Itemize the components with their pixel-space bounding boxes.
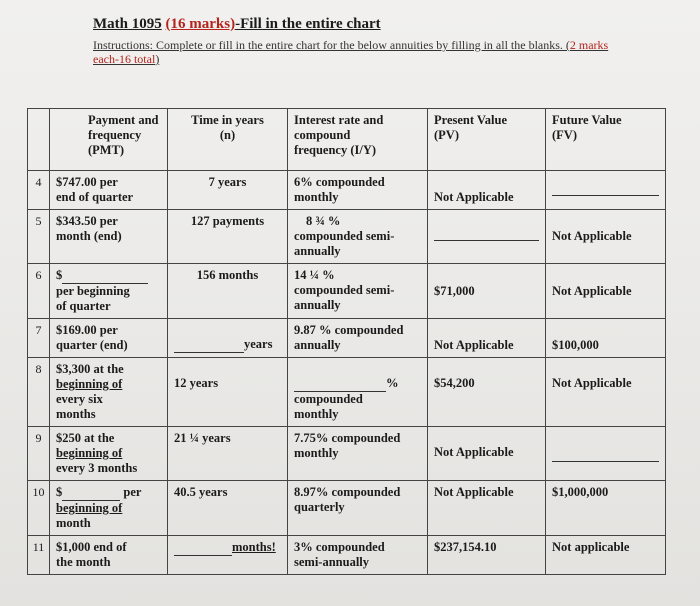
table-row: 6 $ per beginning of quarter 156 months 14 ¼ % compounded semi- annually $71,000 Not Applicable — [28, 264, 666, 319]
time-blank[interactable]: years — [168, 319, 288, 358]
row-number: 11 — [28, 536, 50, 575]
pmt-blank[interactable]: $ per — [56, 485, 142, 499]
header-row — [28, 109, 666, 171]
row-number: 5 — [28, 210, 50, 264]
table-row: 11 $1,000 end of the month months! 3% compounded semi-annually $237,154.10 Not applicable — [28, 536, 666, 575]
time-blank[interactable]: months! — [168, 536, 288, 575]
table-row: 4 $747.00 per end of quarter 7 years 6% compounded monthly Not Applicable — [28, 171, 666, 210]
row-number: 8 — [28, 358, 50, 427]
table-row: 5 $343.50 per month (end) 127 payments 8 ¾ % compounded semi- annually Not Applicable — [28, 210, 666, 264]
fv-blank[interactable] — [546, 427, 666, 481]
pv-blank[interactable] — [428, 210, 546, 264]
annuity-chart — [27, 108, 666, 575]
instructions: Instructions: Complete or fill in the entire chart for the below annuities by filling in all the blanks. (2 marks each-16 total) — [93, 38, 609, 66]
table-row: 8 $3,300 at the beginning of every six months 12 years % compounded monthly $54,200 Not Applicable — [28, 358, 666, 427]
page-title: Math 1095 (16 marks)-Fill in the entire chart — [93, 16, 381, 32]
row-number: 4 — [28, 171, 50, 210]
table-row: 9 $250 at the beginning of every 3 months 21 ¼ years 7.75% compounded monthly Not Applicable — [28, 427, 666, 481]
row-number: 7 — [28, 319, 50, 358]
rate-blank[interactable]: % — [294, 376, 421, 392]
col-header-fv: Future Value (FV) — [546, 109, 666, 171]
col-header-pv: Present Value (PV) — [428, 109, 546, 171]
col-header-rate: Interest rate and compound frequency (I/Y) — [288, 109, 428, 171]
table-row: 10 $ per beginning of month 40.5 years 8.97% compounded quarterly Not Applicable $1,000,000 — [28, 481, 666, 536]
col-header-time: Time in years (n) — [168, 109, 288, 171]
row-number: 10 — [28, 481, 50, 536]
row-number: 9 — [28, 427, 50, 481]
table-row: 7 $169.00 per quarter (end) years 9.87 % compounded annually Not Applicable $100,000 — [28, 319, 666, 358]
fv-blank[interactable] — [546, 171, 666, 210]
pmt-blank[interactable]: $ — [56, 268, 161, 284]
col-header-pmt: Payment and frequency (PMT) — [50, 109, 168, 171]
row-number: 6 — [28, 264, 50, 319]
